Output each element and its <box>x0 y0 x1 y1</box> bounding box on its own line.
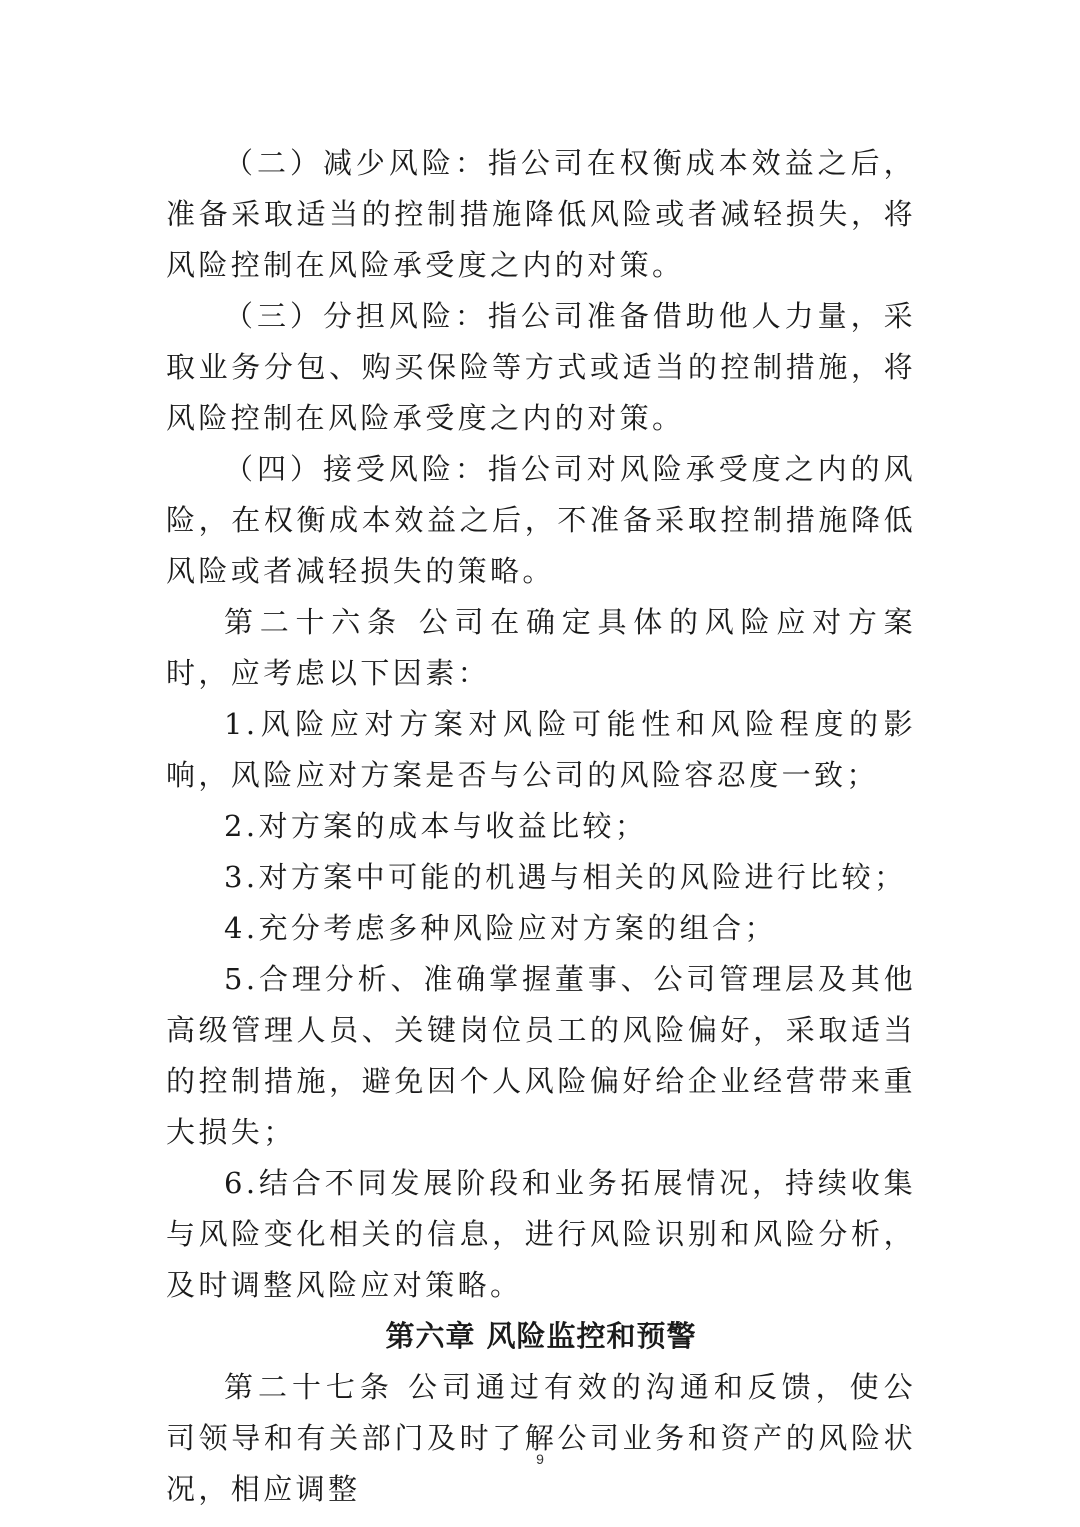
article-26-item-5: 5.合理分析、准确掌握董事、公司管理层及其他高级管理人员、关键岗位员工的风险偏好，采取适当的控制措施，避免因个人风险偏好给企业经营带来重大损失； <box>166 962 916 1149</box>
page-number: 9 <box>536 1451 544 1467</box>
paragraph-accept-risk: （四）接受风险：指公司对风险承受度之内的风险，在权衡成本效益之后，不准备采取控制措施降低风险或者减轻损失的策略。 <box>166 452 916 588</box>
article-26-item-4: 4.充分考虑多种风险应对方案的组合； <box>224 911 777 945</box>
paragraph-reduce-risk: （二）减少风险：指公司在权衡成本效益之后，准备采取适当的控制措施降低风险或者减轻损失，将风险控制在风险承受度之内的对策。 <box>166 146 916 282</box>
chapter-heading: 第六章 风险监控和预警 <box>385 1319 697 1353</box>
article-26-intro: 第二十六条 公司在确定具体的风险应对方案时，应考虑以下因素： <box>166 605 916 690</box>
article-26-item-6: 6.结合不同发展阶段和业务拓展情况，持续收集与风险变化相关的信息，进行风险识别和风险分析，及时调整风险应对策略。 <box>166 1166 916 1302</box>
article-26-item-3: 3.对方案中可能的机遇与相关的风险进行比较； <box>224 860 907 894</box>
paragraph-share-risk: （三）分担风险：指公司准备借助他人力量，采取业务分包、购买保险等方式或适当的控制措施，将风险控制在风险承受度之内的对策。 <box>166 299 916 435</box>
article-27-paragraph: 第二十七条 公司通过有效的沟通和反馈，使公司领导和有关部门及时了解公司业务和资产的风险状况，相应调整 <box>166 1370 916 1506</box>
article-26-item-1: 1.风险应对方案对风险可能性和风险程度的影响，风险应对方案是否与公司的风险容忍度一致； <box>166 707 916 792</box>
article-26-item-2: 2.对方案的成本与收益比较； <box>224 809 648 843</box>
document-body <box>166 138 916 1515</box>
